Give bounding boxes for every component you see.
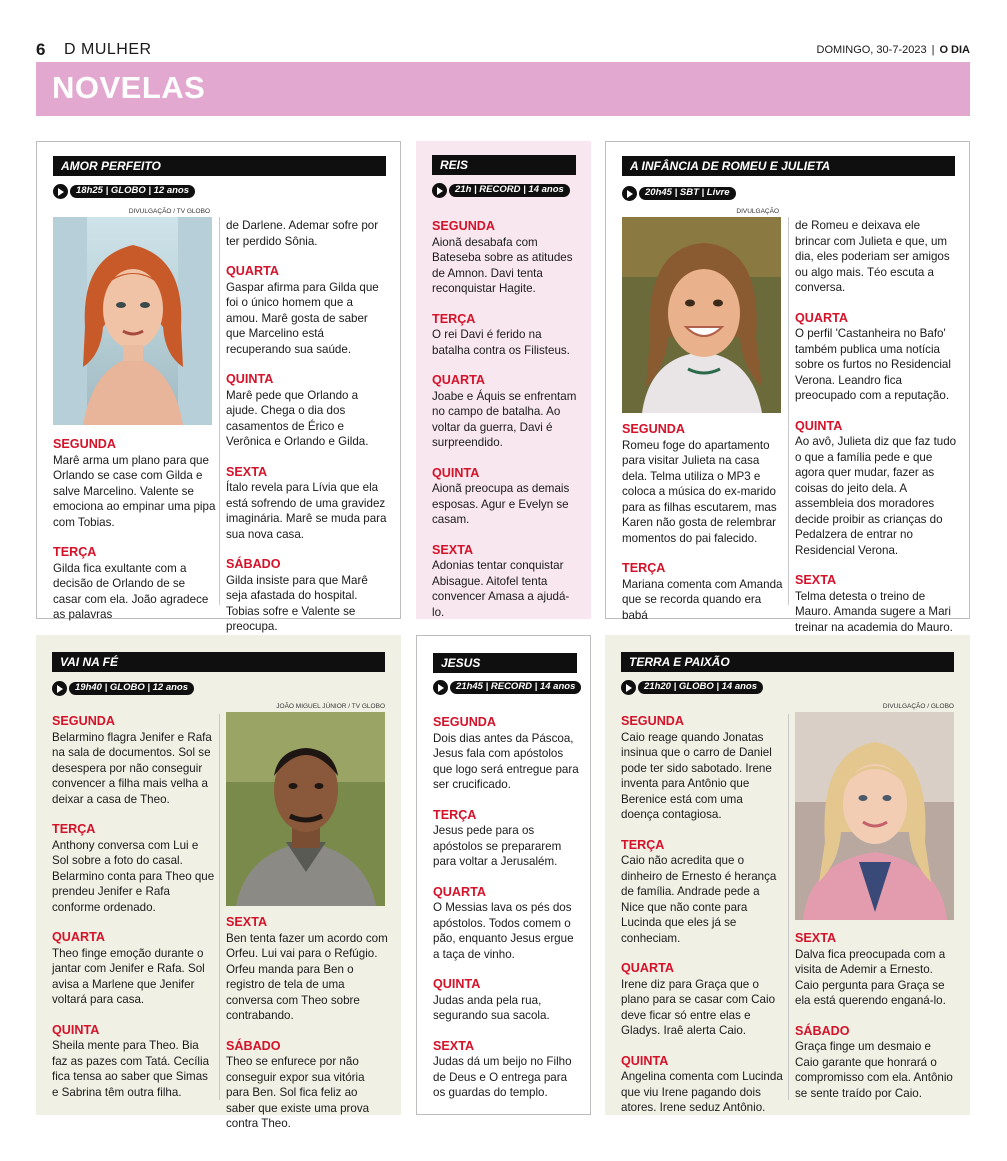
day-label: SÁBADO <box>795 1023 850 1038</box>
synopsis-text: Sheila mente para Theo. Bia faz as pazes com Tatá. Cecília fica tensa ao saber que Simas e Sabrina têm outra filha. <box>52 1039 210 1099</box>
play-circle-icon <box>432 183 447 198</box>
synopsis-entry <box>226 372 388 450</box>
synopsis-column-right <box>795 218 957 635</box>
day-label: QUINTA <box>226 372 274 386</box>
day-label: TERÇA <box>52 822 96 836</box>
novela-title: A INFÂNCIA DE ROMEU E JULIETA <box>622 156 955 176</box>
synopsis-entry <box>621 961 784 1039</box>
page-header <box>36 40 970 60</box>
play-circle-icon <box>622 186 637 201</box>
synopsis-text: Theo finge emoção durante o jantar com Jenifer e Rafa. Sol avisa a Marlene que Jenifer voltará para casa. <box>52 946 205 1006</box>
day-label: SEXTA <box>226 464 268 479</box>
synopsis-entry <box>795 573 957 635</box>
synopsis-text: Anthony conversa com Lui e Sol sobre a foto do casal. Belarmino conta para Theo que prendeu Jenifer e Rafa conforme ordenado. <box>52 838 215 914</box>
photo-credit: DIVULGAÇÃO / GLOBO <box>882 703 954 710</box>
photo-credit: DIVULGAÇÃO / TV GLOBO <box>128 208 210 215</box>
day-label: QUINTA <box>52 1022 100 1037</box>
synopsis-entry <box>795 311 957 404</box>
cast-photo <box>795 712 954 920</box>
synopsis-column-left <box>52 714 215 1100</box>
photo-credit: DIVULGAÇÃO <box>736 208 779 215</box>
day-label: QUARTA <box>432 373 485 387</box>
synopsis-entry <box>53 437 216 530</box>
synopsis-entry <box>621 714 784 823</box>
schedule-info: 20h45 | SBT | Livre <box>639 187 736 200</box>
synopsis-text: Judas anda pela rua, segurando sua sacola. <box>433 993 550 1022</box>
synopsis-text: Dois dias antes da Páscoa, Jesus fala com apóstolos que logo será entregue para ser crucificado. <box>433 731 579 791</box>
day-label: QUINTA <box>433 977 481 991</box>
synopsis-text: Marê pede que Orlando a ajude. Chega o dia dos casamentos de Érico e Verônica e Orlando e Gilda. <box>226 388 369 448</box>
synopsis-entry <box>433 1039 579 1101</box>
day-label: SÁBADO <box>226 557 281 571</box>
day-label: SEGUNDA <box>621 714 684 728</box>
synopsis-text: Angelina comenta com Lucinda que viu Irene pagando dois atores. Irene seduz Antônio. <box>621 1070 783 1114</box>
synopsis-text: Adonias tentar conquistar Abisague. Aitofel tenta convencer Amasa a ajudá-lo. <box>432 559 570 619</box>
day-label: TERÇA <box>622 561 666 575</box>
synopsis-entry <box>52 714 215 807</box>
synopsis-text: de Darlene. Ademar sofre por ter perdido Sônia. <box>226 219 379 248</box>
day-label: SEGUNDA <box>53 437 116 451</box>
synopsis-text: Caio reage quando Jonatas insinua que o carro de Daniel pode ter sido sabotado. Irene inventa para Antônio que Berenice está com uma doença contagiosa. <box>621 730 772 821</box>
synopsis-entry <box>226 557 388 635</box>
synopsis-entry <box>52 1023 215 1101</box>
novela-box-vai-na-fe <box>36 635 401 1130</box>
synopsis-entry <box>432 219 578 297</box>
synopsis-column-right <box>795 931 957 1101</box>
novela-title: JESUS <box>433 653 577 673</box>
day-label: QUINTA <box>432 465 480 480</box>
synopsis-text: Judas dá um beijo no Filho de Deus e O entrega para os guardas do templo. <box>433 1055 572 1099</box>
section-name: D MULHER <box>64 41 152 58</box>
synopsis-text: de Romeu e deixava ele brincar com Julieta e que, um dia, eles poderiam ser amigos ou algo mais. Téo escuta a conversa. <box>795 219 950 294</box>
schedule-info: 21h20 | GLOBO | 14 anos <box>638 681 763 694</box>
synopsis-entry <box>432 373 578 451</box>
novela-box-terra-e-paixao <box>605 635 970 1115</box>
day-label: SEGUNDA <box>622 422 685 436</box>
day-label: SEXTA <box>433 1038 475 1053</box>
synopsis-text: Ao avô, Julieta diz que faz tudo o que a família pede e que agora quer mudar, fazer as coisas do jeito dela. A assembleia dos moradores decide proibir as crianças do Pedalzera de entrar no Residencial Verona. <box>795 435 957 557</box>
synopsis-text: O perfil 'Castanheira no Bafo' também publica uma notícia sobre os furtos no Residencial Verona. Leandro fica preocupado com a reputação. <box>795 327 951 402</box>
synopsis-column-right <box>226 218 388 635</box>
synopsis-entry <box>433 808 579 870</box>
schedule-info: 18h25 | GLOBO | 12 anos <box>70 185 195 198</box>
day-label: QUARTA <box>52 930 105 944</box>
synopsis-text: Aionã desabafa com Bateseba sobre as atitudes de Amnon. Davi tenta reconquistar Hagite. <box>432 235 573 295</box>
synopsis-entry <box>432 543 578 621</box>
novela-box-amor-perfeito <box>36 141 401 633</box>
synopsis-entry <box>795 931 957 1009</box>
synopsis-text: Ítalo revela para Lívia que ela está sofrendo de uma gravidez imaginária. Marê se muda para sua nova casa. <box>226 481 387 541</box>
synopsis-entry <box>432 466 578 528</box>
synopsis-text: Mariana comenta com Amanda que se recorda quando era babá <box>622 577 783 622</box>
section-banner <box>36 62 970 116</box>
day-label: QUARTA <box>226 264 279 278</box>
synopsis-text: Caio não acredita que o dinheiro de Ernesto é herança de família. Andrade pede a Nice que não conte para Lucinda que eles já se conheciam. <box>621 854 777 945</box>
synopsis-column-left <box>53 437 216 623</box>
synopsis-entry <box>622 561 785 623</box>
page-number: 6 <box>36 40 46 59</box>
synopsis-entry <box>433 885 579 963</box>
synopsis-text: Telma detesta o treino de Mauro. Amanda sugere a Mari treinar na academia do Mauro. <box>795 589 953 634</box>
play-circle-icon <box>621 680 636 695</box>
day-label: SEXTA <box>795 931 837 945</box>
synopsis-column-right <box>226 915 388 1132</box>
synopsis-entry <box>52 930 215 1008</box>
day-label: SEXTA <box>432 542 474 557</box>
synopsis-text: Marê arma um plano para que Orlando se case com Gilda e salve Marcelino. Valente se emociona ao empinar uma pipa com Tobias. <box>53 453 216 529</box>
novela-title: REIS <box>432 155 576 175</box>
synopsis-entry <box>621 838 784 947</box>
day-label: QUARTA <box>621 961 674 975</box>
day-label: TERÇA <box>433 807 477 822</box>
banner-title: NOVELAS <box>52 70 206 105</box>
novela-title: AMOR PERFEITO <box>53 156 386 176</box>
newspaper-brand: O DIA <box>939 44 970 56</box>
synopsis-column <box>433 715 579 1101</box>
synopsis-text: Irene diz para Graça que o plano para se casar com Caio deve ficar só entre elas e Gladys. Iraê alerta Caio. <box>621 977 776 1037</box>
synopsis-text: Gilda fica exultante com a decisão de Orlando de se casar com ela. João agradece as palavras <box>53 561 209 621</box>
synopsis-text: Romeu foge do apartamento para visitar Julieta na casa dela. Telma utiliza o MP3 e coloca a música do ex-marido para as filhas escutarem, mas Karen não gosta de relembrar momentos do pai falecido. <box>622 438 777 545</box>
schedule-info: 21h | RECORD | 14 anos <box>449 184 570 197</box>
day-label: QUARTA <box>433 884 486 899</box>
day-label: SEGUNDA <box>433 715 496 729</box>
synopsis-column <box>432 219 578 620</box>
synopsis-entry <box>622 422 785 546</box>
synopsis-text: O rei Davi é ferido na batalha contra os Filisteus. <box>432 328 570 357</box>
day-label: SEXTA <box>226 915 268 929</box>
day-label: SEGUNDA <box>52 714 115 728</box>
synopsis-entry <box>52 822 215 915</box>
column-divider <box>219 217 220 605</box>
synopsis-entry <box>226 465 388 543</box>
novela-box-jesus <box>416 635 591 1115</box>
synopsis-text: Gilda insiste para que Marê seja afastada do hospital. Tobias sofre e Valente se preocupa. <box>226 573 368 633</box>
synopsis-entry <box>226 1039 388 1132</box>
day-label: SEXTA <box>795 573 837 587</box>
schedule-info: 19h40 | GLOBO | 12 anos <box>69 682 194 695</box>
column-divider <box>219 714 220 1100</box>
synopsis-text: O Messias lava os pés dos apóstolos. Todos comem o pão, enquanto Jesus ergue a taça de vinho. <box>433 901 574 961</box>
dateline <box>817 44 970 56</box>
issue-date: DOMINGO, 30-7-2023 <box>816 44 927 56</box>
play-circle-icon <box>53 184 68 199</box>
synopsis-text: Gaspar afirma para Gilda que foi o único homem que a amou. Marê gosta de saber que Marcelino está recuperando sua saúde. <box>226 280 379 356</box>
column-divider <box>788 714 789 1100</box>
schedule-info: 21h45 | RECORD | 14 anos <box>450 681 581 694</box>
novela-box-romeu-julieta <box>605 141 970 634</box>
synopsis-entry <box>226 915 388 1024</box>
synopsis-text: Joabe e Áquis se enfrentam no campo de batalha. Ao voltar da guerra, Davi é surpreendido. <box>432 389 577 449</box>
synopsis-entry <box>795 218 957 296</box>
cast-photo <box>226 712 385 906</box>
column-divider <box>788 217 789 605</box>
novela-box-reis <box>416 141 591 619</box>
synopsis-text: Ben tenta fazer um acordo com Orfeu. Lui vai para o Refúgio. Orfeu manda para Ben o registro de tela de uma conversa com Theo sobre contrabando. <box>226 931 388 1022</box>
synopsis-entry <box>621 1054 784 1116</box>
synopsis-entry <box>433 715 579 793</box>
synopsis-text: Dalva fica preocupada com a visita de Ademir a Ernesto. Caio pergunta para Graça se ela está querendo enganá-lo. <box>795 947 946 1007</box>
day-label: QUARTA <box>795 310 848 325</box>
day-label: TERÇA <box>621 837 665 852</box>
day-label: SÁBADO <box>226 1038 281 1053</box>
synopsis-entry <box>226 264 388 357</box>
synopsis-entry <box>433 977 579 1024</box>
synopsis-text: Belarmino flagra Jenifer e Rafa na sala de documentos. Sol se desespera por não conseguir convencer a filha mais velha a deixar a casa de Theo. <box>52 730 212 806</box>
synopsis-entry <box>226 218 388 249</box>
cast-photo <box>53 217 212 425</box>
novela-title: VAI NA FÉ <box>52 652 385 672</box>
synopsis-column-left <box>622 422 785 623</box>
synopsis-entry <box>795 419 957 559</box>
synopsis-text: Jesus pede para os apóstolos se prepararem para voltar a Jerusalém. <box>433 824 562 868</box>
novela-title: TERRA E PAIXÃO <box>621 652 954 672</box>
play-circle-icon <box>52 681 67 696</box>
dateline-separator: | <box>931 44 935 56</box>
synopsis-entry <box>432 312 578 359</box>
cast-photo <box>622 217 781 413</box>
synopsis-text: Aionã preocupa as demais esposas. Agur e Evelyn se casam. <box>432 482 570 526</box>
day-label: QUINTA <box>795 418 843 433</box>
play-circle-icon <box>433 680 448 695</box>
photo-credit: JOÃO MIGUEL JÚNIOR / TV GLOBO <box>276 703 385 710</box>
day-label: TERÇA <box>432 311 476 326</box>
day-label: QUINTA <box>621 1053 669 1068</box>
synopsis-column-left <box>621 714 784 1116</box>
day-label: TERÇA <box>53 545 97 559</box>
synopsis-text: Theo se enfurece por não conseguir expor sua vitória para Ben. Sol fica feliz ao saber que existe uma prova contra Theo. <box>226 1055 370 1130</box>
day-label: SEGUNDA <box>432 219 495 233</box>
synopsis-entry <box>53 545 216 623</box>
synopsis-text: Graça finge um desmaio e Caio garante que honrará o compromisso com ela. Antônio se sente traído por Caio. <box>795 1040 953 1100</box>
synopsis-entry <box>795 1024 957 1102</box>
